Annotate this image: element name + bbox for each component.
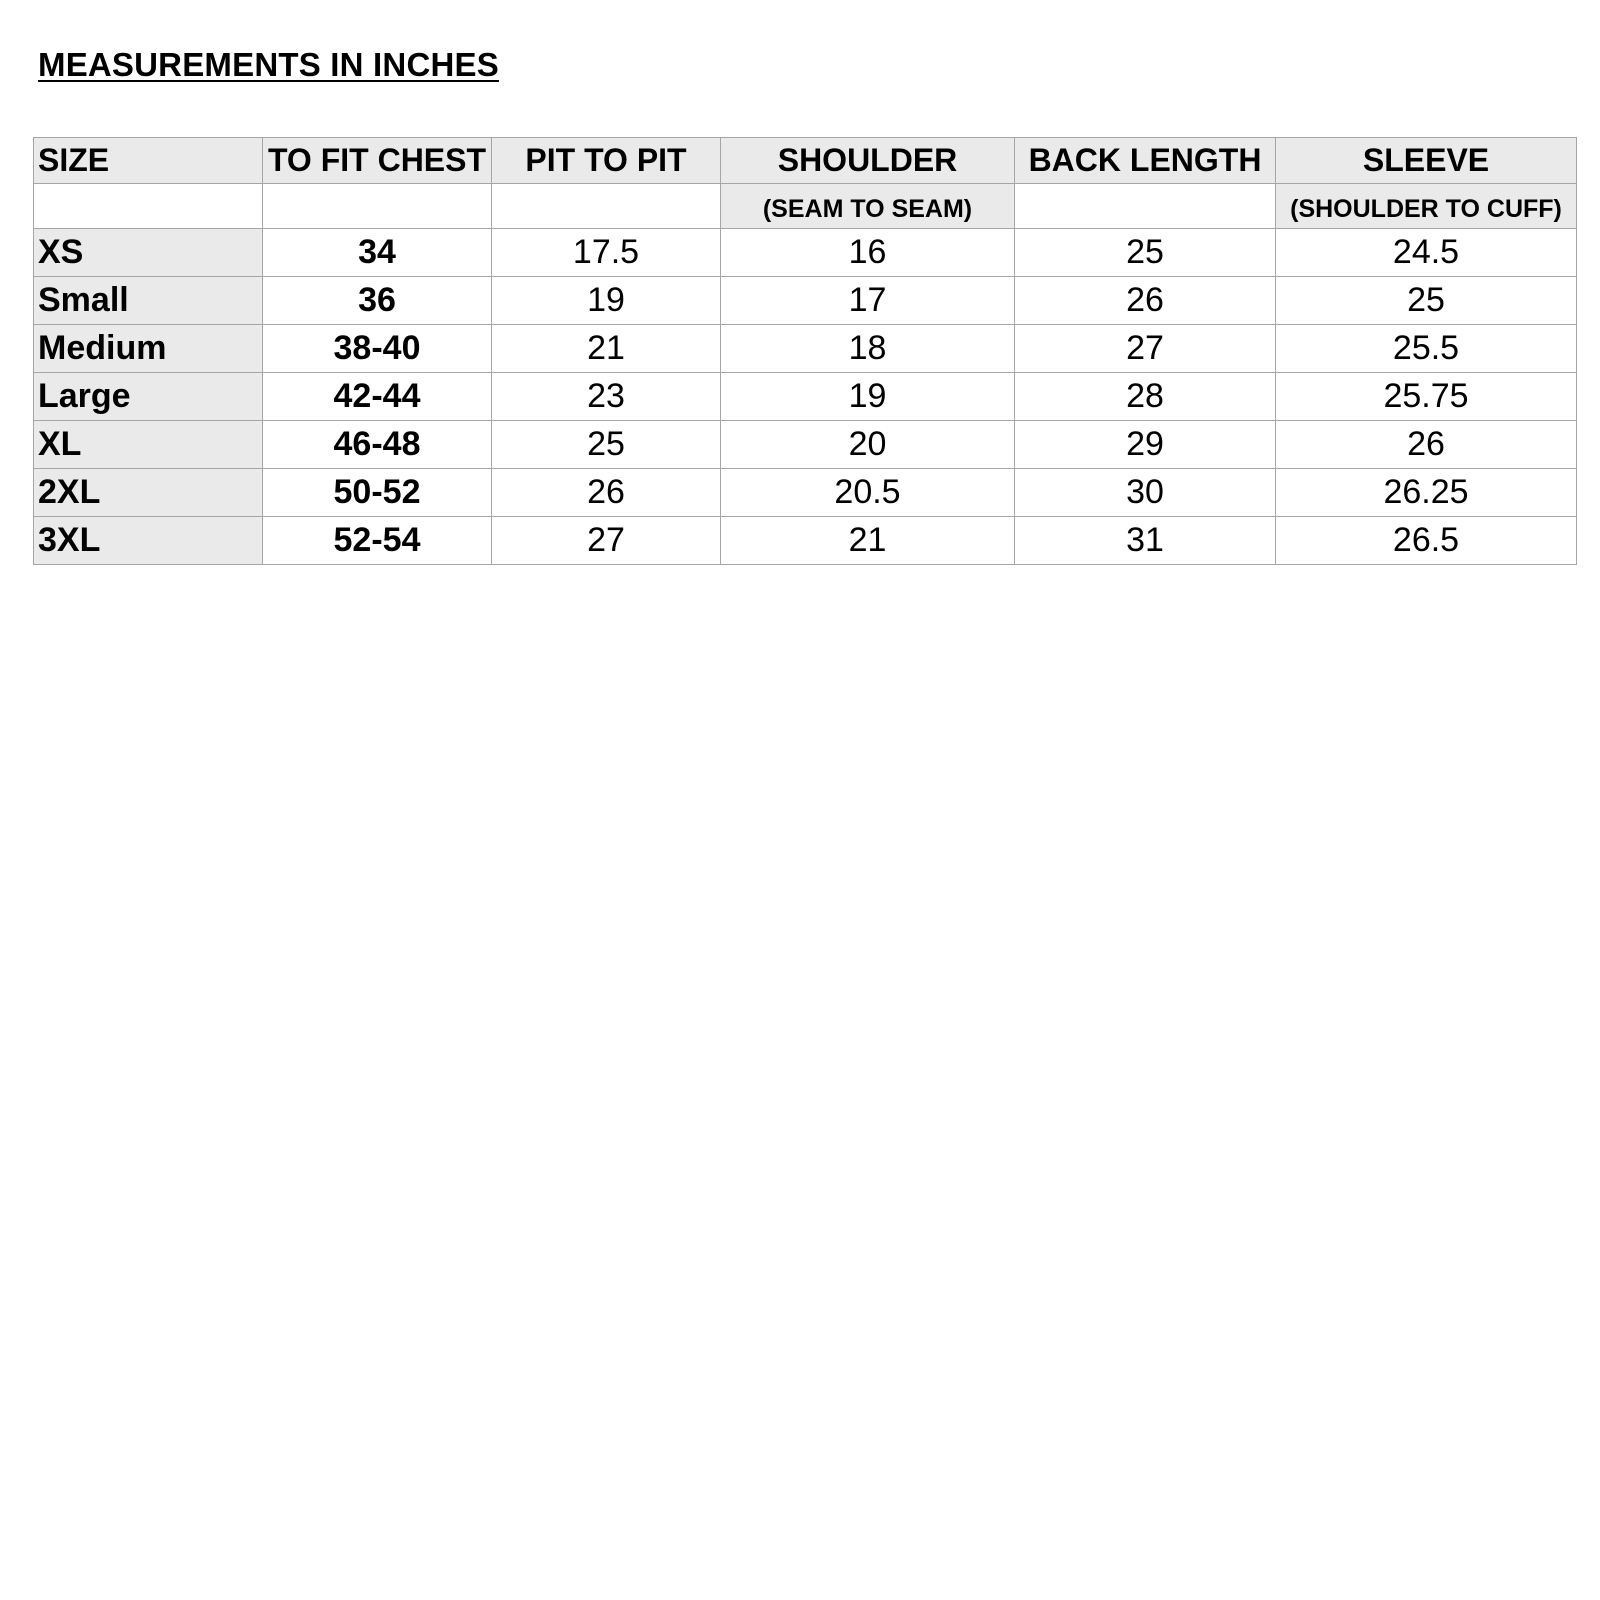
- cell-back-length: 27: [1015, 325, 1276, 373]
- cell-to-fit-chest: 50-52: [263, 469, 492, 517]
- cell-pit-to-pit: 27: [492, 517, 721, 565]
- table-row: [34, 517, 1577, 565]
- cell-to-fit-chest: 38-40: [263, 325, 492, 373]
- cell-pit-to-pit: 19: [492, 277, 721, 325]
- header-sleeve: SLEEVE: [1276, 138, 1577, 184]
- cell-back-length: 28: [1015, 373, 1276, 421]
- page-title: MEASUREMENTS IN INCHES: [38, 46, 499, 83]
- cell-pit-to-pit: 17.5: [492, 229, 721, 277]
- cell-size: XL: [34, 421, 263, 469]
- cell-sleeve: 26.5: [1276, 517, 1577, 565]
- cell-sleeve: 26.25: [1276, 469, 1577, 517]
- cell-to-fit-chest: 34: [263, 229, 492, 277]
- cell-size: Medium: [34, 325, 263, 373]
- table-row: [34, 373, 1577, 421]
- subheader-shoulder: (SEAM TO SEAM): [721, 184, 1015, 229]
- subheader-row: [34, 184, 1577, 229]
- cell-to-fit-chest: 46-48: [263, 421, 492, 469]
- cell-to-fit-chest: 36: [263, 277, 492, 325]
- cell-to-fit-chest: 42-44: [263, 373, 492, 421]
- cell-shoulder: 18: [721, 325, 1015, 373]
- cell-shoulder: 17: [721, 277, 1015, 325]
- cell-shoulder: 21: [721, 517, 1015, 565]
- cell-pit-to-pit: 26: [492, 469, 721, 517]
- cell-sleeve: 25.75: [1276, 373, 1577, 421]
- header-to-fit-chest: TO FIT CHEST: [263, 138, 492, 184]
- table-row: [34, 277, 1577, 325]
- cell-sleeve: 26: [1276, 421, 1577, 469]
- subheader-pit-to-pit: [492, 184, 721, 229]
- cell-sleeve: 25: [1276, 277, 1577, 325]
- table-row: [34, 469, 1577, 517]
- size-chart-table: [33, 137, 1577, 565]
- header-row: [34, 138, 1577, 184]
- cell-sleeve: 24.5: [1276, 229, 1577, 277]
- subheader-size: [34, 184, 263, 229]
- cell-back-length: 25: [1015, 229, 1276, 277]
- table-row: [34, 421, 1577, 469]
- cell-shoulder: 20: [721, 421, 1015, 469]
- cell-size: Small: [34, 277, 263, 325]
- cell-size: 3XL: [34, 517, 263, 565]
- cell-size: Large: [34, 373, 263, 421]
- cell-shoulder: 20.5: [721, 469, 1015, 517]
- cell-size: 2XL: [34, 469, 263, 517]
- cell-shoulder: 19: [721, 373, 1015, 421]
- cell-back-length: 29: [1015, 421, 1276, 469]
- header-size: SIZE: [34, 138, 263, 184]
- cell-sleeve: 25.5: [1276, 325, 1577, 373]
- subheader-sleeve: (SHOULDER TO CUFF): [1276, 184, 1577, 229]
- cell-to-fit-chest: 52-54: [263, 517, 492, 565]
- cell-pit-to-pit: 25: [492, 421, 721, 469]
- cell-back-length: 30: [1015, 469, 1276, 517]
- header-pit-to-pit: PIT TO PIT: [492, 138, 721, 184]
- cell-size: XS: [34, 229, 263, 277]
- table-row: [34, 229, 1577, 277]
- subheader-to-fit-chest: [263, 184, 492, 229]
- cell-shoulder: 16: [721, 229, 1015, 277]
- cell-back-length: 26: [1015, 277, 1276, 325]
- subheader-back-length: [1015, 184, 1276, 229]
- cell-pit-to-pit: 21: [492, 325, 721, 373]
- cell-pit-to-pit: 23: [492, 373, 721, 421]
- header-shoulder: SHOULDER: [721, 138, 1015, 184]
- cell-back-length: 31: [1015, 517, 1276, 565]
- table-row: [34, 325, 1577, 373]
- header-back-length: BACK LENGTH: [1015, 138, 1276, 184]
